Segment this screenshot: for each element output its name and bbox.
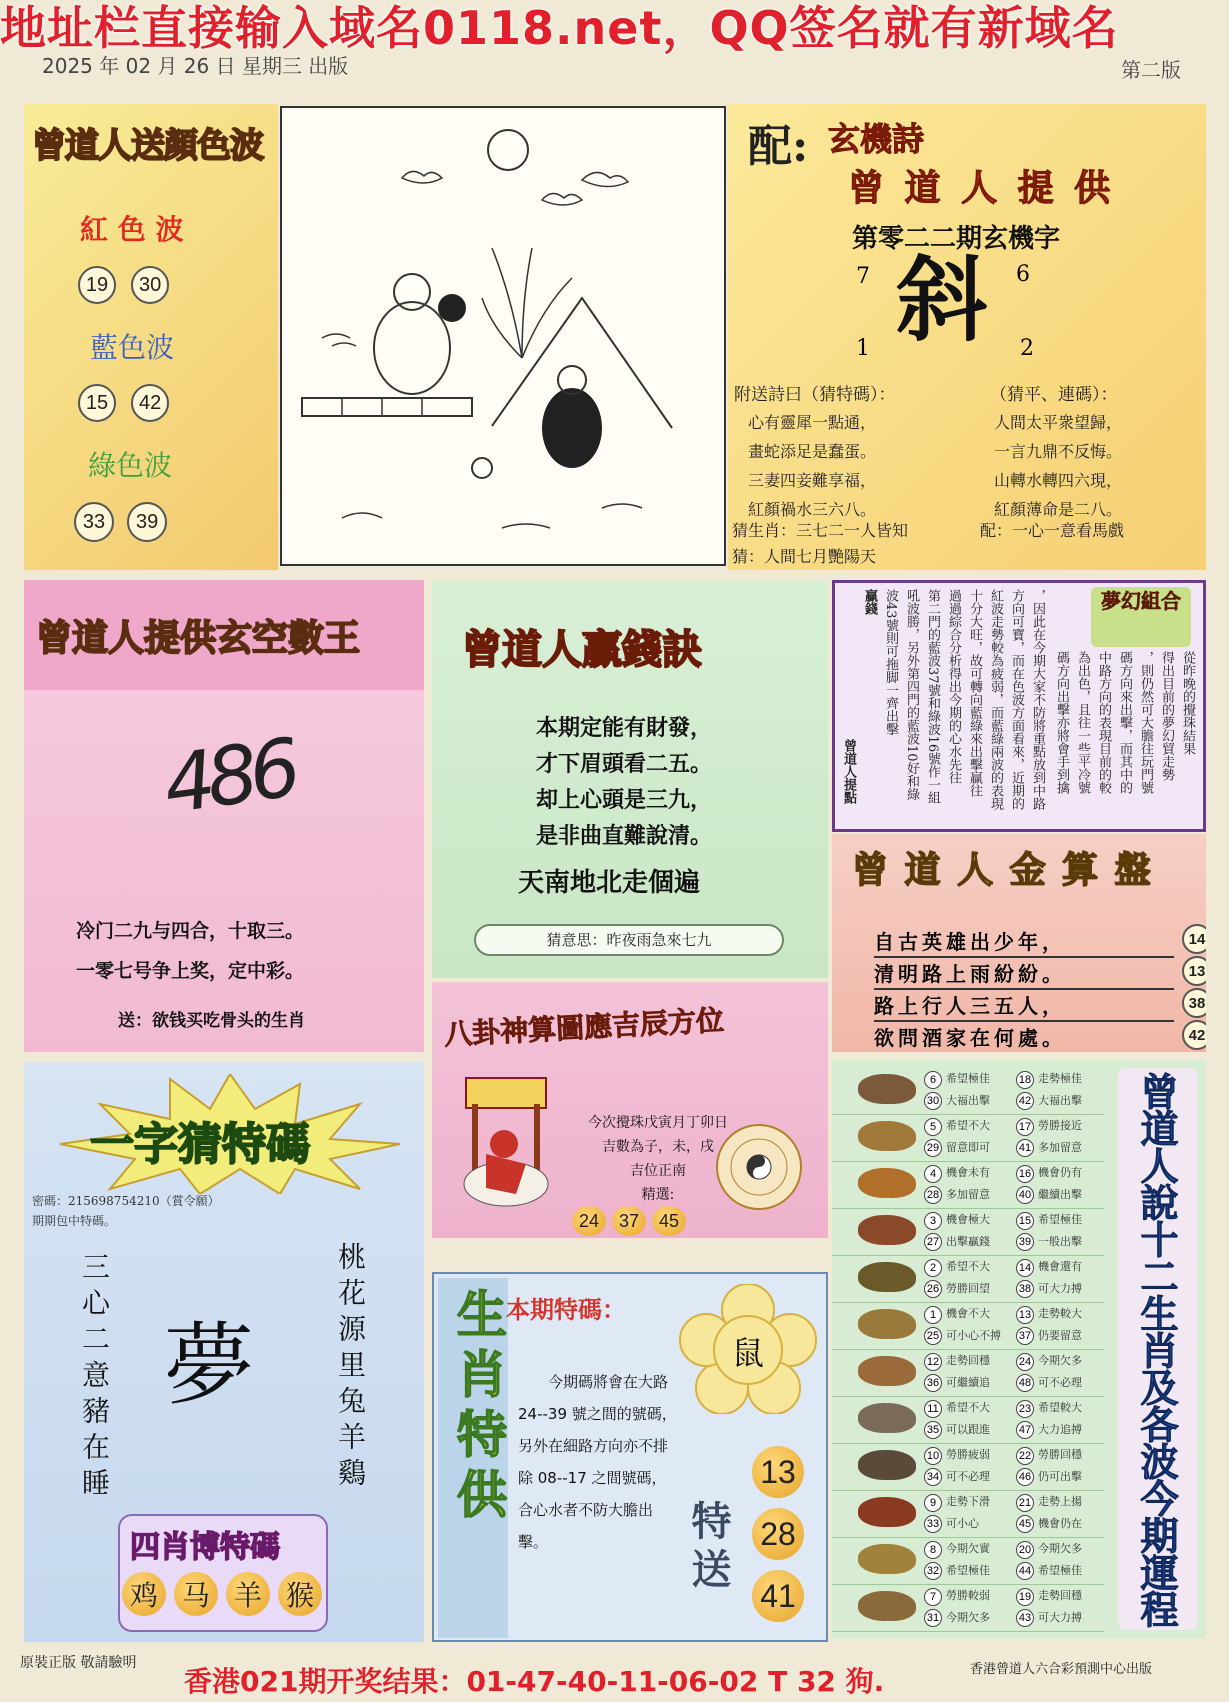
fortune-text: 希望不大 (946, 1119, 990, 1132)
fortune-number: 4 (924, 1165, 942, 1183)
zodiac-animal-icon (858, 1262, 916, 1292)
calculator-panel (832, 834, 1206, 1052)
zodiac-animal-icon (858, 1074, 916, 1104)
dream-combo-text (1052, 651, 1197, 827)
draw-result: 香港021期开奖结果：01-47-40-11-06-02 T 32 狗. (184, 1665, 885, 1698)
green-wave-label: 綠色波 (88, 449, 173, 482)
fortune-text: 大福出擊 (1038, 1094, 1082, 1107)
calc-number: 14 (1182, 924, 1206, 954)
zodiac-animal-icon (858, 1544, 916, 1574)
special-number: 13 (752, 1446, 804, 1498)
zodiac-animal-icon (858, 1168, 916, 1198)
fortune-text: 留意即可 (946, 1141, 990, 1154)
fortune-number: 42 (1016, 1092, 1034, 1110)
win-money-lines (536, 710, 712, 854)
combo-column: 碼方向出擊亦將會手到擒 (1054, 651, 1069, 794)
fortune-number: 19 (1016, 1588, 1034, 1606)
fortune-number: 33 (924, 1515, 942, 1533)
dream-combo-text-left (839, 589, 1047, 829)
fortune-text: 今期欠多 (946, 1611, 990, 1624)
fortune-number: 37 (1016, 1327, 1034, 1345)
bagua-line-3: 吉位正南 (630, 1163, 686, 1179)
fortune-number: 20 (1016, 1541, 1034, 1559)
combo-column: ，因此在今期大家不防將重點放到中路 (1030, 589, 1045, 810)
combo-column: 從昨晚的攪珠結果 (1180, 651, 1195, 755)
fortune-text: 大福出擊 (946, 1094, 990, 1107)
bagua-numbers (572, 1206, 686, 1236)
fortune-text: 今期欠多 (1038, 1542, 1082, 1555)
fortune-text: 繼續出擊 (1038, 1188, 1082, 1201)
calc-row (874, 1022, 1206, 1052)
handwritten-number: 486 (158, 721, 299, 832)
fortune-text: 希望不大 (946, 1260, 990, 1273)
fortune-text: 希望極佳 (1038, 1213, 1082, 1226)
number-ball: 15 (78, 384, 116, 422)
fortune-text: 希望不大 (946, 1401, 990, 1414)
number-king-panel (24, 580, 424, 1052)
fortune-text: 勞勝疲弱 (946, 1448, 990, 1461)
zodiac-fortune-title: 曾道人說十二生肖及各波今期運程 (1134, 1072, 1178, 1627)
fortune-text: 機會仍在 (1038, 1517, 1082, 1530)
fortune-number: 5 (924, 1118, 942, 1136)
dream-combo-title: 夢幻組合 (1091, 587, 1191, 647)
combo-column: 紅波走勢較為疲弱，而藍綠兩波的表現 (988, 589, 1003, 810)
fortune-number: 14 (1016, 1259, 1034, 1277)
poem-right-head: （猜平、連碼）： (990, 385, 1118, 405)
illustration-panel (280, 106, 726, 566)
fortune-text: 勞勝接近 (1038, 1119, 1082, 1132)
zodiac-fortune-row (832, 1303, 1104, 1350)
fortune-text: 機會不大 (946, 1307, 990, 1320)
fortune-text: 可繼續追 (946, 1376, 990, 1389)
zodiac-fortune-row (832, 1209, 1104, 1256)
calc-text: 欲問酒家在何處。 (874, 1026, 1066, 1050)
zodiac-animal-icon (858, 1497, 916, 1527)
number-ball: 19 (78, 266, 116, 304)
fortune-number: 8 (924, 1541, 942, 1559)
guess-zodiac: 猜生肖：三七二一人皆知 (732, 521, 909, 540)
fortune-number: 1 (924, 1306, 942, 1324)
blue-wave-label: 藍色波 (90, 331, 175, 364)
zodiac-animal-icon (858, 1309, 916, 1339)
calc-row (874, 926, 1206, 958)
fortune-number: 27 (924, 1233, 942, 1251)
calc-text: 路上行人三五人， (874, 994, 1066, 1018)
fortune-number: 29 (924, 1139, 942, 1157)
combo-signature: 曾道人提點 (841, 739, 856, 804)
bagua-number: 37 (612, 1206, 646, 1236)
fortune-text: 勞勝較弱 (946, 1589, 990, 1602)
fortune-text: 希望極佳 (946, 1072, 990, 1085)
zodiac-fortune-row (832, 1068, 1104, 1115)
fortune-number: 7 (924, 1588, 942, 1606)
fortune-text: 希望較大 (1038, 1401, 1082, 1414)
pair-hint: 配：一心一意看馬戲 (980, 521, 1125, 540)
poem-line: 一言九鼎不反悔。 (994, 442, 1123, 461)
mystery-issue: 第零二二期玄機字 (852, 224, 1061, 254)
fortune-number: 17 (1016, 1118, 1034, 1136)
verse-line: 却上心頭是三九， (536, 787, 713, 813)
special-numbers (752, 1446, 804, 1622)
poem-right-lines (994, 408, 1122, 524)
poem-line: 山轉水轉四六現， (994, 471, 1123, 490)
bagua-title: 八卦神算圖應吉辰方位 (443, 1003, 725, 1052)
bagua-number: 45 (652, 1206, 686, 1236)
fortune-number: 35 (924, 1421, 942, 1439)
king-line-1: 冷门二九与四合，十取三。 (76, 920, 305, 942)
fortune-text: 可以跟進 (946, 1423, 990, 1436)
dream-combo-panel (832, 580, 1206, 832)
number-ball: 39 (127, 502, 167, 542)
fortune-number: 16 (1016, 1165, 1034, 1183)
zodiac-special-body: 今期碼將會在大路 24--39 號之間的號碼，另外在細路方向亦不排除 08--17 之間號碼，合心水者不防大膽出擊。 (518, 1373, 677, 1551)
calculator-rows (874, 926, 1206, 1052)
fortune-number: 40 (1016, 1186, 1034, 1204)
combo-column: 中路方向的表現目前的較 (1096, 651, 1111, 794)
fortune-number: 22 (1016, 1447, 1034, 1465)
bagua-line-2: 吉數為子，未，戌 (602, 1139, 714, 1155)
zodiac-animal-icon (858, 1403, 916, 1433)
fortune-number: 43 (1016, 1609, 1034, 1627)
zodiac-fortune-panel (832, 1060, 1206, 1638)
fortune-text: 可不必理 (946, 1470, 990, 1483)
poem-left-head: 附送詩曰（猜特碼）： (734, 385, 896, 405)
bagua-line-1: 今次攪珠戊寅月丁卯日 (588, 1115, 728, 1131)
zodiac-special-head: 本期特碼： (506, 1295, 626, 1324)
fortune-text: 希望極佳 (946, 1564, 990, 1577)
fortune-number: 47 (1016, 1421, 1034, 1439)
mystery-provider: 曾 道 人 提 供 (848, 168, 1115, 209)
green-wave-balls (74, 502, 167, 542)
guess-hint: 猜：人間七月艷陽天 (732, 547, 877, 566)
poem-line: 人間太平衆望歸， (994, 413, 1123, 432)
combo-column: 第二門的藍波37號和綠波16號作一組 (925, 589, 940, 805)
corner-number: 6 (1016, 262, 1030, 287)
secret-sub: 期期包中特碼。 (32, 1214, 117, 1228)
zodiac-ball: 羊 (226, 1572, 270, 1616)
poem-line: 紅顏禍水三六八。 (748, 500, 877, 519)
number-king-title: 曾道人提供玄空數王 (36, 618, 361, 659)
fortune-text: 可大力搏 (1038, 1611, 1082, 1624)
fortune-text: 走勢極佳 (1038, 1072, 1082, 1085)
zodiac-fortune-row (832, 1491, 1104, 1538)
footer-publisher: 香港曾道人六合彩預測中心出版 (970, 1662, 1153, 1677)
combo-column: 得出目前的夢幻貿走勢 (1159, 651, 1174, 781)
fortune-number: 45 (1016, 1515, 1034, 1533)
zodiac-animal-icon (858, 1356, 916, 1386)
special-number: 28 (752, 1508, 804, 1560)
issue-date: 2025 年 02 月 26 日 星期三 出版 (42, 54, 349, 78)
poem-line: 心有靈犀一點通， (748, 413, 877, 432)
zodiac-animal-icon (858, 1121, 916, 1151)
zodiac-special-title: 生肖特供 (449, 1288, 507, 1528)
warrior-icon (446, 1074, 566, 1234)
right-column-verse: 桃花源里兔羊鷄 (334, 1242, 367, 1494)
fortune-number: 32 (924, 1562, 942, 1580)
fortune-text: 機會極大 (946, 1213, 990, 1226)
zodiac-ball: 鸡 (122, 1572, 166, 1616)
fortune-text: 走勢較大 (1038, 1307, 1082, 1320)
fortune-text: 機會還有 (1038, 1260, 1082, 1273)
pair-prefix: 配: (748, 121, 809, 172)
fortune-number: 34 (924, 1468, 942, 1486)
one-char-panel (24, 1062, 424, 1642)
fortune-text: 走勢回穩 (946, 1354, 990, 1367)
fortune-text: 大力追搏 (1038, 1423, 1082, 1436)
special-zodiac: 鼠 (732, 1334, 765, 1372)
fortune-number: 11 (924, 1400, 942, 1418)
bagua-wheel-icon (714, 1122, 804, 1212)
zodiac-special-panel (432, 1272, 828, 1642)
fortune-number: 13 (1016, 1306, 1034, 1324)
fortune-number: 12 (924, 1353, 942, 1371)
combo-column: 碼方向來出擊，而其中的 (1117, 651, 1132, 794)
verse-line: 才下眉頭看二五。 (536, 751, 713, 777)
number-ball: 30 (131, 266, 169, 304)
fortune-text: 希望極佳 (1038, 1564, 1082, 1577)
fortune-text: 可小心 (946, 1517, 979, 1530)
fortune-number: 10 (924, 1447, 942, 1465)
fortune-number: 9 (924, 1494, 942, 1512)
bagua-line-4: 精選: (641, 1187, 675, 1203)
calc-number: 13 (1182, 956, 1206, 986)
zodiac-fortune-row (832, 1350, 1104, 1397)
fortune-text: 今期欠實 (946, 1542, 990, 1555)
zodiac-fortune-row (832, 1256, 1104, 1303)
combo-column: ，則仍然可大膽往玩門號 (1138, 651, 1153, 794)
special-send: 特送 (685, 1500, 732, 1596)
number-ball: 42 (131, 384, 169, 422)
secret-code: 密碼：215698754210（賞令願） (32, 1194, 220, 1208)
verse-line: 本期定能有財發， (536, 715, 713, 741)
zodiac-animal-icon (858, 1450, 916, 1480)
domain-banner: 地址栏直接输入域名0118.net，QQ签名就有新域名 (0, 1, 1119, 55)
four-zodiac-title: 四肖博特碼 (130, 1530, 280, 1565)
calc-row (874, 990, 1206, 1022)
fortune-number: 6 (924, 1071, 942, 1089)
fortune-text: 多加留意 (1038, 1141, 1082, 1154)
fortune-number: 2 (924, 1259, 942, 1277)
blue-wave-balls (78, 384, 169, 422)
color-wave-panel (24, 104, 278, 570)
zodiac-animal-icon (858, 1215, 916, 1245)
zodiac-ball: 马 (174, 1572, 218, 1616)
zodiac-fortune-row (832, 1585, 1104, 1632)
fortune-text: 走勢上揚 (1038, 1495, 1082, 1508)
fortune-text: 可小心不搏 (946, 1329, 1001, 1342)
fortune-text: 勞勝回望 (946, 1282, 990, 1295)
corner-number: 7 (856, 264, 870, 289)
calc-number: 38 (1182, 988, 1206, 1018)
poem-line: 三妻四妾難享福， (748, 471, 877, 490)
fortune-number: 21 (1016, 1494, 1034, 1512)
fortune-text: 可不必理 (1038, 1376, 1082, 1389)
fortune-text: 仍要留意 (1038, 1329, 1082, 1342)
fortune-number: 30 (924, 1092, 942, 1110)
fortune-number: 44 (1016, 1562, 1034, 1580)
fortune-text: 一般出擊 (1038, 1235, 1082, 1248)
special-number: 41 (752, 1570, 804, 1622)
fortune-number: 48 (1016, 1374, 1034, 1392)
verse-line: 是非曲直難說清。 (536, 823, 713, 849)
fortune-number: 31 (924, 1609, 942, 1627)
combo-column: 贏錢 (862, 589, 877, 615)
fortune-text: 機會未有 (946, 1166, 990, 1179)
number-ball: 33 (74, 502, 114, 542)
zodiac-fortune-row (832, 1397, 1104, 1444)
combo-column: 方向可寶，而在色波方面看來，近期的 (1009, 589, 1024, 810)
combo-column: 吼波勝，另外第四門的藍波10好和綠 (904, 589, 919, 801)
red-wave-label: 紅 色 波 (80, 213, 184, 246)
red-wave-balls (78, 266, 169, 304)
poem-line: 紅顏薄命是二八。 (994, 500, 1123, 519)
calc-text: 清明路上雨紛紛。 (874, 962, 1066, 986)
poem-line: 畫蛇添足是蠢蛋。 (748, 442, 877, 461)
footer-authentic: 原裝正版 敬請驗明 (20, 1655, 137, 1671)
fortune-number: 38 (1016, 1280, 1034, 1298)
calculator-title: 曾 道 人 金 算 盤 (852, 850, 1153, 891)
bagua-panel (432, 982, 828, 1238)
fortune-text: 出擊贏錢 (946, 1235, 990, 1248)
combo-column: 為出色，且往一些平冷號 (1075, 651, 1090, 794)
king-line-2: 一零七号争上奖，定中彩。 (76, 960, 305, 982)
mystery-poem-panel (728, 104, 1206, 570)
fortune-number: 41 (1016, 1139, 1034, 1157)
riddle-illustration (282, 108, 726, 566)
fortune-text: 多加留意 (946, 1188, 990, 1201)
one-char-title: 一字猜特碼 (90, 1119, 310, 1170)
zodiac-animal-icon (858, 1591, 916, 1621)
corner-number: 2 (1020, 336, 1034, 361)
zodiac-fortune-table (832, 1060, 1104, 1638)
win-money-hint: 猜意思：昨夜雨急來七九 (474, 924, 784, 956)
one-char: 夢 (164, 1313, 254, 1418)
fortune-text: 走勢下滑 (946, 1495, 990, 1508)
fortune-number: 3 (924, 1212, 942, 1230)
combo-column: 過過綜合分析得出今期的心水先往 (946, 589, 961, 784)
fortune-number: 28 (924, 1186, 942, 1204)
color-wave-title: 曾道人送顏色波 (32, 126, 263, 166)
zodiac-fortune-row (832, 1115, 1104, 1162)
poem-left-lines (748, 408, 876, 524)
fortune-number: 39 (1016, 1233, 1034, 1251)
combo-column: 波43號則可拖脚一齊出擊 (883, 589, 898, 736)
fortune-number: 46 (1016, 1468, 1034, 1486)
four-zodiac-list (122, 1572, 322, 1616)
corner-number: 1 (856, 336, 870, 361)
zodiac-fortune-row (832, 1538, 1104, 1585)
fortune-number: 15 (1016, 1212, 1034, 1230)
calc-text: 自古英雄出少年， (874, 930, 1066, 954)
fortune-number: 36 (924, 1374, 942, 1392)
combo-column: 十分大旺，故可轉向藍綠來出擊贏往 (967, 589, 982, 797)
mystery-char: 斜 (896, 246, 989, 354)
zodiac-fortune-row (832, 1444, 1104, 1491)
fortune-text: 走勢回穩 (1038, 1589, 1082, 1602)
fortune-number: 25 (924, 1327, 942, 1345)
fortune-text: 仍可出擊 (1038, 1470, 1082, 1483)
fortune-text: 今期欠多 (1038, 1354, 1082, 1367)
fortune-text: 機會仍有 (1038, 1166, 1082, 1179)
fortune-number: 24 (1016, 1353, 1034, 1371)
calc-number: 42 (1182, 1020, 1206, 1050)
left-column-verse: 三心二意豬在睡 (78, 1252, 111, 1504)
fortune-number: 18 (1016, 1071, 1034, 1089)
calc-row (874, 958, 1206, 990)
edition-label: 第二版 (1121, 58, 1181, 82)
win-money-panel (432, 580, 828, 978)
win-money-extra: 天南地北走個遍 (518, 868, 701, 898)
fortune-number: 23 (1016, 1400, 1034, 1418)
win-money-title: 曾道人贏錢訣 (462, 627, 702, 673)
fortune-text: 勞勝回穩 (1038, 1448, 1082, 1461)
fortune-number: 26 (924, 1280, 942, 1298)
fortune-text: 可大力搏 (1038, 1282, 1082, 1295)
zodiac-fortune-row (832, 1162, 1104, 1209)
zodiac-ball: 猴 (278, 1572, 322, 1616)
bagua-number: 24 (572, 1206, 606, 1236)
king-line-3: 送：欲钱买吃骨头的生肖 (118, 1011, 305, 1031)
mystery-title: 玄機詩 (828, 120, 925, 158)
